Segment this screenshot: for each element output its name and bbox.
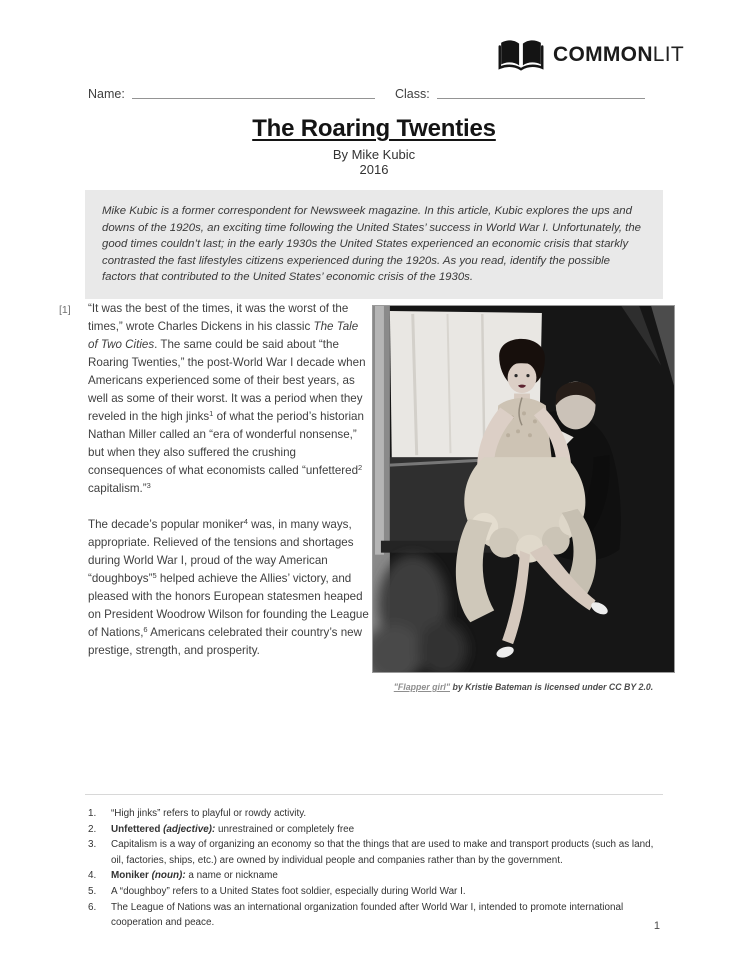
text-segment: The decade’s popular moniker <box>88 518 244 531</box>
open-book-icon <box>498 38 544 72</box>
name-blank-line <box>132 87 375 99</box>
footnote-number: 5. <box>88 885 97 897</box>
footnote-text <box>111 868 663 884</box>
footnotes-list <box>88 806 663 931</box>
logo-wordmark <box>553 43 684 67</box>
class-blank-line <box>437 87 645 99</box>
text-segment: 5 <box>152 570 157 580</box>
page-number: 1 <box>653 920 660 932</box>
photo-credit-link[interactable]: "Flapper girl" <box>393 682 451 692</box>
page-title: The Roaring Twenties <box>252 115 496 142</box>
article-paragraph <box>88 300 369 498</box>
paragraph-number-marker: [1] <box>59 304 71 316</box>
name-label: Name: <box>88 87 125 101</box>
text-segment: unrestrained or completely free <box>215 823 355 835</box>
text-segment: was, in many ways, appropriate. Relieved of the tensions and shortages during World War I, proud of the way American “doughboys” <box>88 518 354 585</box>
article-body <box>59 300 369 678</box>
footnote-text <box>111 837 663 868</box>
text-segment: 1 <box>209 408 214 418</box>
text-segment: of what the period’s historian Nathan Miller called an “era of wonderful nonsense,” but when they also suffered the crushing consequences of what economists called “unfettered <box>88 410 364 477</box>
figure-flapper-photo <box>372 305 675 692</box>
text-segment: “High jinks” refers to playful or rowdy activity. <box>111 808 307 819</box>
logo-text-common: COMMON <box>553 43 653 66</box>
footnote-text <box>111 806 663 822</box>
footnote-text <box>111 822 663 838</box>
footnote-number: 2. <box>88 823 97 835</box>
name-field <box>88 87 375 101</box>
commonlit-logo <box>498 38 684 72</box>
text-segment: 2 <box>358 462 363 472</box>
text-segment: Unfettered <box>111 823 164 835</box>
text-segment: (adjective): <box>163 823 216 835</box>
title-block <box>85 115 663 177</box>
photo-credit-text: by Kristie Bateman is licensed under CC BY 2.0. <box>450 682 654 692</box>
flapper-photo-illustration <box>372 305 675 673</box>
byline: By Mike Kubic <box>332 147 416 162</box>
text-segment: (noun): <box>151 870 186 882</box>
text-segment: 6 <box>143 624 148 634</box>
article-paragraph <box>88 516 369 660</box>
footnote-item <box>88 868 663 884</box>
text-segment: The League of Nations was an international organization founded after World War I, intended to promote international cooperation and peace. <box>111 901 624 929</box>
text-segment: “It was the best of the times, it was the worst of the times,” wrote Charles Dickens in his classic <box>88 302 349 333</box>
text-segment: a name or nickname <box>185 870 278 882</box>
text-segment: . The same could be said about “the Roaring Twenties,” the post-World War I decade when Americans experienced some of their best years, as well as some of their worst. It was a period when they reveled in the high jinks <box>88 338 366 423</box>
text-segment: 4 <box>243 516 248 526</box>
footnote-divider <box>85 794 663 795</box>
footnote-item <box>88 884 663 900</box>
photo-caption <box>372 682 675 692</box>
footnote-item <box>88 822 663 838</box>
footnote-text <box>111 884 663 900</box>
text-segment: Americans celebrated their country’s new prestige, strength, and prosperity. <box>88 626 362 657</box>
class-field <box>395 87 645 101</box>
text-segment: The Tale of Two Cities <box>88 320 359 351</box>
logo-text-lit: LIT <box>652 43 685 66</box>
text-segment: 3 <box>146 480 151 490</box>
footnote-number: 3. <box>88 839 97 851</box>
text-segment: Capitalism is a way of organizing an economy so that the things that are used to make and transport products (such as land, oil, factories, ships, etc.) are owned by individual people and companies rather than by the government. <box>111 839 654 866</box>
text-segment: Moniker <box>111 870 152 882</box>
text-segment: capitalism.” <box>88 482 147 495</box>
footnote-item <box>88 806 663 822</box>
footnote-number: 1. <box>88 808 97 819</box>
class-label: Class: <box>395 87 430 101</box>
publication-year: 2016 <box>359 162 389 177</box>
text-segment: helped achieve the Allies’ victory, and pleased with the honors European statesmen heaped on President Woodrow Wilson for founding the League of Nations, <box>88 572 369 639</box>
text-segment: A “doughboy” refers to a United States foot soldier, especially during World War I. <box>111 885 466 897</box>
intro-box: Mike Kubic is a former correspondent for Newsweek magazine. In this article, Kubic explores the ups and downs of the 1920s, an exciting time following the United States’ success in World War I. Unfortunately, the good times couldn’t last; in the early 1930s the United States experienced an economic crisis that starkly contrasted the fast lifestyles citizens experienced during the 1920s. As you read, identify the possible factors that contributed to the United States’ economic crisis of the 1930s. <box>85 190 663 299</box>
footnote-item <box>88 837 663 868</box>
footnote-number: 4. <box>88 870 97 882</box>
footnote-number: 6. <box>88 901 97 913</box>
